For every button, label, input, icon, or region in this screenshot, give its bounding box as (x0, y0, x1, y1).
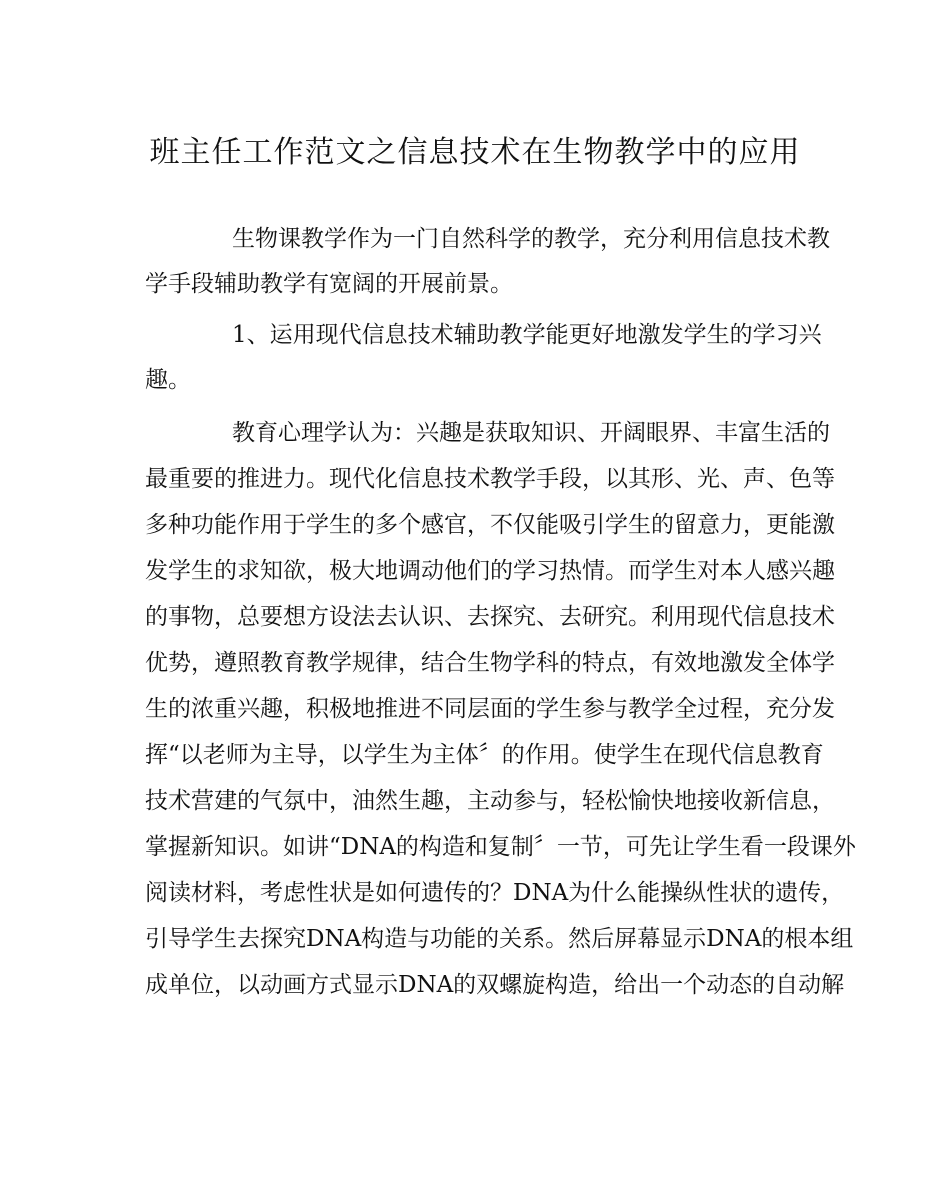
paragraph-3-line-6: 优势，遵照教育教学规律，结合生物学科的特点，有效地激发全体学 (145, 650, 835, 676)
paragraph-1-line-1: 生物课教学作为一门自然科学的教学，充分利用信息技术教 (232, 226, 830, 252)
paragraph-3-line-10: 掌握新知识。如讲“DNA的构造和复制〞一节，可先让学生看一段课外 (145, 834, 856, 860)
paragraph-3-line-11: 阅读材料，考虑性状是如何遗传的？DNA为什么能操纵性状的遗传， (145, 880, 845, 906)
document-title: 班主任工作范文之信息技术在生物教学中的应用 (149, 135, 801, 170)
paragraph-3-line-5: 的事物，总要想方设法去认识、去探究、去研究。利用现代信息技术 (145, 604, 835, 630)
paragraph-1-line-2: 学手段辅助教学有宽阔的开展前景。 (145, 271, 513, 297)
paragraph-3-line-4: 发学生的求知欲，极大地调动他们的学习热情。而学生对本人感兴趣 (145, 558, 835, 584)
paragraph-3-line-2: 最重要的推进力。现代化信息技术教学手段，以其形、光、声、色等 (145, 466, 835, 492)
paragraph-3-line-13: 成单位，以动画方式显示DNA的双螺旋构造，给出一个动态的自动解 (145, 972, 845, 998)
paragraph-3-line-9: 技术营建的气氛中，油然生趣，主动参与，轻松愉快地接收新信息， (145, 788, 835, 814)
paragraph-3-line-3: 多种功能作用于学生的多个感官，不仅能吸引学生的留意力，更能激 (145, 512, 835, 538)
paragraph-2-line-2: 趣。 (145, 367, 191, 393)
paragraph-3-line-1: 教育心理学认为：兴趣是获取知识、开阔眼界、丰富生活的 (232, 420, 830, 446)
paragraph-2-line-1: 1、运用现代信息技术辅助教学能更好地激发学生的学习兴 (232, 322, 822, 348)
paragraph-3-line-7: 生的浓重兴趣，积极地推进不同层面的学生参与教学全过程，充分发 (145, 696, 835, 722)
paragraph-3-line-12: 引导学生去探究DNA构造与功能的关系。然后屏幕显示DNA的根本组 (145, 926, 854, 952)
paragraph-3-line-8: 挥“以老师为主导，以学生为主体〞的作用。使学生在现代信息教育 (145, 742, 824, 768)
